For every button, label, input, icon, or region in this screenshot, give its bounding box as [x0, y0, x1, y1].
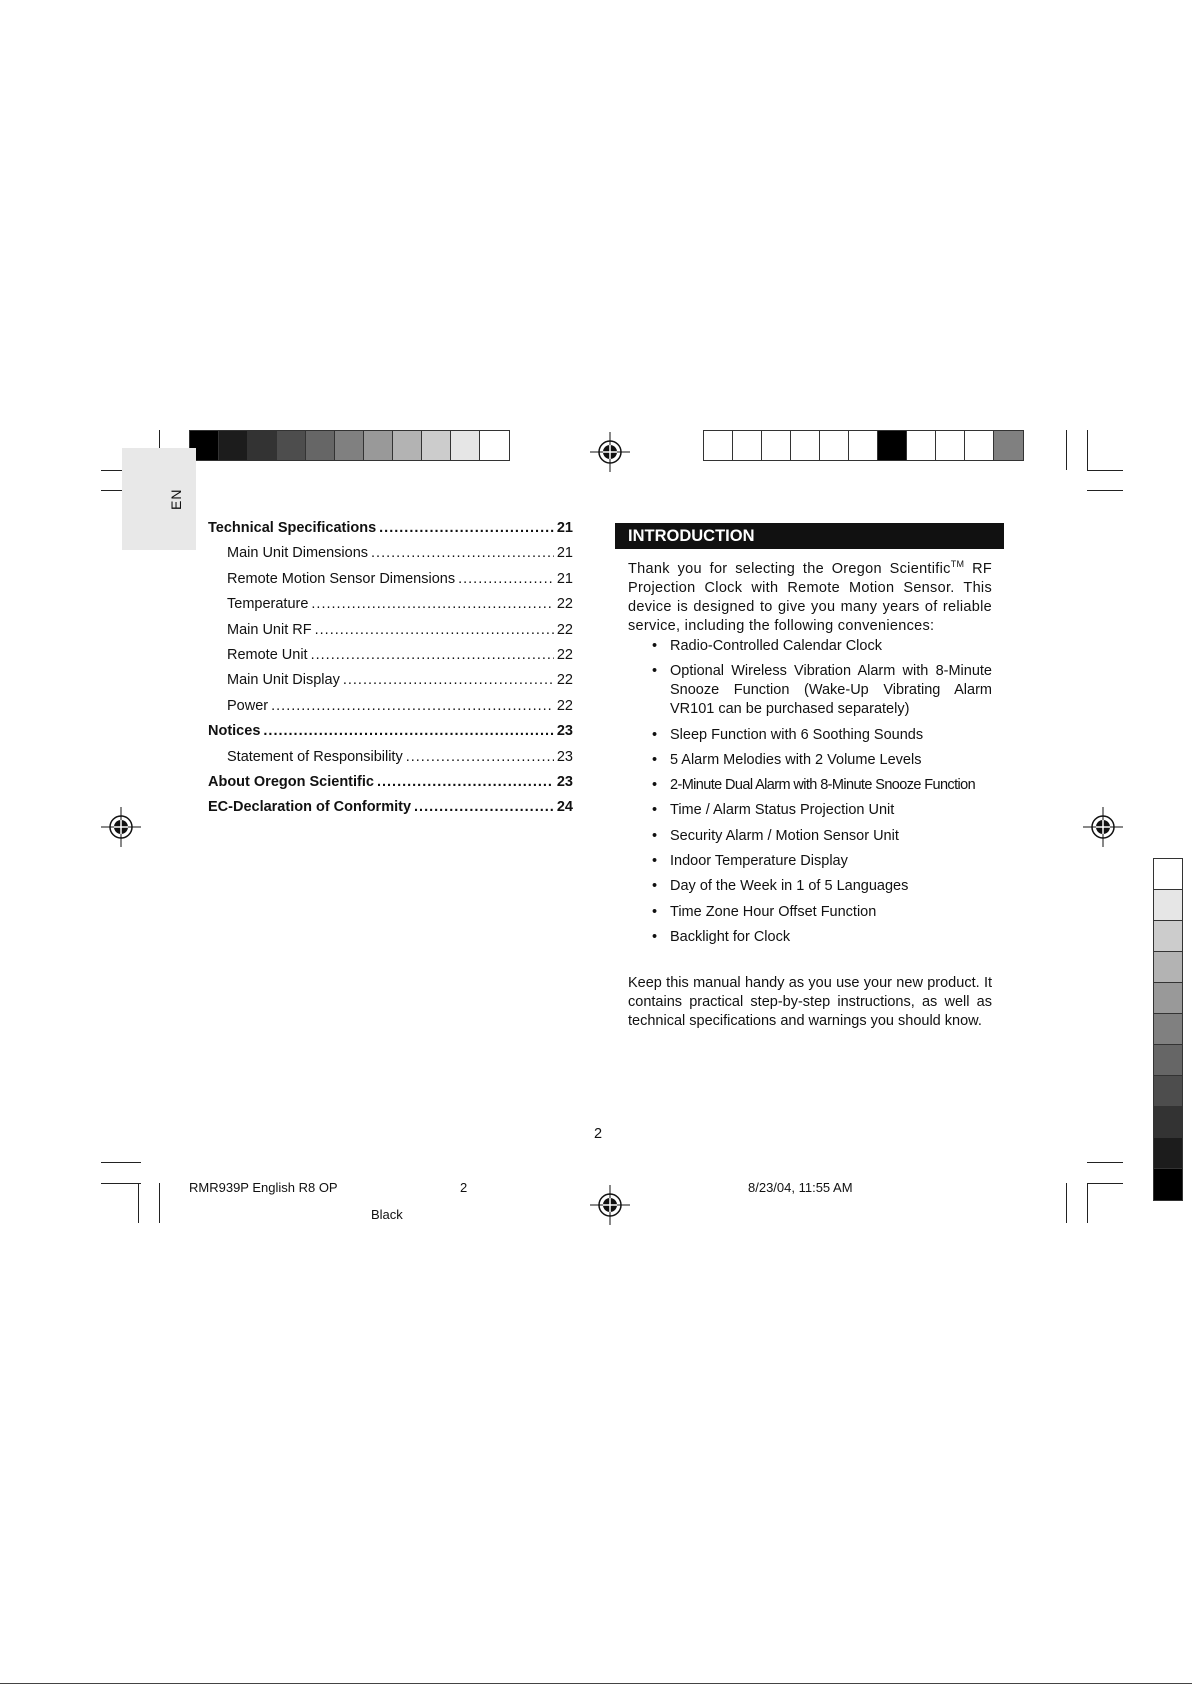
- footer-plate: Black: [371, 1207, 403, 1222]
- toc-entry-page: 23: [556, 773, 573, 790]
- toc-entry-label: About Oregon Scientific: [208, 773, 374, 790]
- toc-entry-label: Temperature: [227, 596, 309, 613]
- toc-entry-page: 22: [556, 672, 573, 689]
- closing-paragraph: Keep this manual handy as you use your new product. It contains practical step-by-step instructions, as well as technical specifications and warnings you should know.: [628, 975, 992, 1029]
- color-swatch: [907, 431, 936, 460]
- feature-list-item: • Radio-Controlled Calendar Clock: [650, 637, 992, 656]
- crop-mark: [101, 1183, 141, 1184]
- toc-entry-page: 24: [556, 799, 573, 816]
- color-swatch: [1154, 859, 1182, 890]
- toc-entry-page: 22: [556, 596, 573, 613]
- toc-entry-label: Technical Specifications: [208, 520, 377, 536]
- color-swatch: [248, 431, 277, 460]
- toc-leader-dots: [271, 698, 554, 714]
- feature-list-item: • Backlight for Clock: [650, 928, 992, 947]
- table-of-contents: [208, 520, 573, 825]
- intro-text-start: Thank you for selecting the Oregon Scientific: [628, 560, 951, 577]
- color-swatch: [1154, 1014, 1182, 1045]
- color-swatch: [849, 431, 878, 460]
- footer-page: 2: [460, 1180, 468, 1195]
- color-swatch: [277, 431, 306, 460]
- page-number: 2: [594, 1126, 603, 1142]
- toc-entry: [208, 723, 573, 748]
- toc-entry: [208, 571, 573, 596]
- crop-mark: [1066, 1183, 1067, 1223]
- color-bar-top-left: [189, 430, 510, 461]
- toc-entry-page: 23: [556, 723, 573, 740]
- feature-list-item: • Sleep Function with 6 Soothing Sounds: [650, 726, 992, 745]
- language-tab-label: EN: [168, 488, 184, 510]
- crop-mark: [159, 1183, 160, 1223]
- color-bar-top-right: [703, 430, 1024, 461]
- color-swatch: [1154, 890, 1182, 921]
- feature-list-item: • Indoor Temperature Display: [650, 852, 992, 871]
- crop-mark: [1066, 430, 1067, 470]
- toc-leader-dots: [311, 596, 553, 612]
- registration-target-icon: [101, 807, 141, 847]
- toc-entry-label: Main Unit Display: [227, 672, 340, 689]
- color-swatch: [451, 431, 480, 460]
- toc-leader-dots: [315, 622, 554, 638]
- toc-leader-dots: [406, 749, 554, 765]
- toc-entry: [208, 647, 573, 672]
- toc-leader-dots: [377, 774, 554, 790]
- feature-list-item: • Security Alarm / Motion Sensor Unit: [650, 827, 992, 846]
- crop-mark: [1087, 1183, 1088, 1223]
- toc-leader-dots: [458, 571, 554, 587]
- toc-entry: [208, 622, 573, 647]
- crop-mark: [138, 1183, 139, 1223]
- color-swatch: [1154, 1107, 1182, 1138]
- toc-leader-dots: [379, 520, 554, 536]
- color-bar-right-vertical: [1153, 858, 1183, 1201]
- toc-entry: [208, 698, 573, 723]
- color-swatch: [762, 431, 791, 460]
- trademark-mark: TM: [950, 559, 965, 569]
- page-edge-line: [0, 1683, 1192, 1684]
- color-swatch: [1154, 1169, 1182, 1200]
- intro-text-rest: RF Projection Clock with Remote Motion Sensor. This device is designed to give you many years of reliable service, including the following conveniences:: [628, 560, 992, 634]
- color-swatch: [219, 431, 248, 460]
- footer-file-name: RMR939P English R8 OP: [189, 1180, 338, 1195]
- color-swatch: [422, 431, 451, 460]
- color-swatch: [1154, 1138, 1182, 1169]
- color-swatch: [878, 431, 907, 460]
- toc-entry: [208, 672, 573, 697]
- toc-entry-label: Main Unit Dimensions: [227, 545, 369, 562]
- color-swatch: [306, 431, 335, 460]
- color-swatch: [994, 431, 1023, 460]
- toc-entry-label: Power: [227, 697, 269, 714]
- feature-list-item: • 2-Minute Dual Alarm with 8-Minute Snooze Function: [650, 776, 992, 795]
- toc-entry: [208, 520, 573, 545]
- feature-list-item: • 5 Alarm Melodies with 2 Volume Levels: [650, 751, 992, 770]
- feature-list-item: • Time Zone Hour Offset Function: [650, 903, 992, 922]
- color-swatch: [1154, 921, 1182, 952]
- feature-list: [650, 637, 992, 953]
- toc-entry-page: 23: [556, 748, 573, 765]
- color-swatch: [1154, 1045, 1182, 1076]
- toc-entry-page: 22: [556, 697, 573, 714]
- color-swatch: [1154, 1076, 1182, 1107]
- color-swatch: [791, 431, 820, 460]
- toc-entry: [208, 749, 573, 774]
- toc-entry-label: Remote Unit: [227, 646, 308, 663]
- toc-entry-label: Main Unit RF: [227, 621, 312, 638]
- registration-target-icon: [1083, 807, 1123, 847]
- toc-entry: [208, 596, 573, 621]
- color-swatch: [393, 431, 422, 460]
- toc-entry-page: 22: [556, 621, 573, 638]
- crop-mark: [1087, 1183, 1123, 1184]
- feature-list-item: • Day of the Week in 1 of 5 Languages: [650, 877, 992, 896]
- color-swatch: [335, 431, 364, 460]
- toc-entry: [208, 799, 573, 824]
- toc-entry-page: 21: [556, 545, 573, 562]
- toc-entry-label: EC-Declaration of Conformity: [208, 799, 412, 816]
- toc-entry: [208, 774, 573, 799]
- toc-entry-page: 22: [556, 646, 573, 663]
- section-heading: INTRODUCTION: [615, 523, 1004, 549]
- toc-leader-dots: [263, 723, 553, 739]
- color-swatch: [936, 431, 965, 460]
- color-swatch: [820, 431, 849, 460]
- color-swatch: [704, 431, 733, 460]
- color-swatch: [480, 431, 509, 460]
- toc-entry-page: 21: [556, 570, 573, 587]
- color-swatch: [1154, 952, 1182, 983]
- crop-mark: [101, 1162, 141, 1163]
- crop-mark: [1087, 430, 1088, 470]
- crop-mark: [1087, 490, 1123, 491]
- toc-leader-dots: [311, 647, 554, 663]
- crop-mark: [1087, 1162, 1123, 1163]
- feature-list-item: • Optional Wireless Vibration Alarm with 8-Minute Snooze Function (Wake-Up Vibrating Alarm VR101 can be purchased separately): [650, 662, 992, 719]
- toc-entry-label: Remote Motion Sensor Dimensions: [227, 570, 456, 587]
- toc-leader-dots: [343, 672, 554, 688]
- registration-target-icon: [590, 1185, 630, 1225]
- registration-target-icon: [590, 432, 630, 472]
- toc-entry-page: 21: [556, 520, 573, 536]
- toc-entry-label: Statement of Responsibility: [227, 748, 403, 765]
- color-swatch: [364, 431, 393, 460]
- color-swatch: [965, 431, 994, 460]
- toc-entry-label: Notices: [208, 723, 261, 740]
- color-swatch: [1154, 983, 1182, 1014]
- color-swatch: [733, 431, 762, 460]
- toc-leader-dots: [414, 799, 554, 815]
- toc-leader-dots: [371, 545, 554, 561]
- intro-paragraph: [628, 555, 992, 636]
- language-tab: [122, 448, 196, 550]
- footer-datetime: 8/23/04, 11:55 AM: [748, 1180, 853, 1195]
- crop-mark: [1087, 470, 1123, 471]
- feature-list-item: • Time / Alarm Status Projection Unit: [650, 801, 992, 820]
- toc-entry: [208, 545, 573, 570]
